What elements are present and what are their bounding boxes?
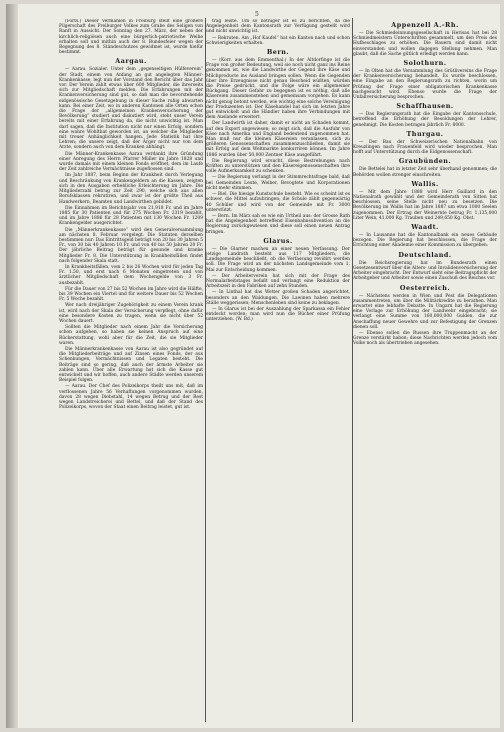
section-heading: Thurgau.	[406, 129, 444, 138]
section-heading: Bern.	[266, 48, 290, 57]
article-paragraph: Die Männer-Krankenkasse Aarau verdankt ihre Gründung einer Anregung des Herrn Pfarrer Müller im Jahre 1828 und wurde damals mit einem kleinen Fonds eröffnet, dem im Laufe der Zeit zahlreiche Vermächtnisse zugeflossen sind.	[59, 151, 203, 173]
page-number: 5	[255, 11, 259, 18]
section-heading: Graubünden.	[398, 157, 452, 166]
newspaper-page	[6, 4, 500, 728]
article-paragraph: — Ebenso sollen die Russen ihre Truppenmacht an der Grenze verstärkt haben; diese Nachrichten werden jedoch vom Volke noch als übertrieben angesehen.	[353, 330, 497, 347]
article-paragraph: Die Reichsregierung hat im Bundesrath einen Gesetzesentwurf über die Alters- und Invalidenversicherung der Arbeiter eingebracht. Der Entwurf sieht eine Beitragspflicht der Arbeitgeber und Arbeiter sowie einen Zuschuß des Reiches vor.	[353, 260, 497, 282]
article-paragraph: — Der Arbeiterverein hat sich mit der Frage des Normalarbeitstages befaßt und verlangt eine Reduktion der Arbeitszeit in den Fabriken auf zehn Stunden.	[206, 273, 350, 290]
article-paragraph: — Biel. Die hiesige Kunstschule besteht. Wie es scheint ist es schwer, die Mittel aufzubringen; die Schule zählt gegenwärtig 40 Schüler und wird von der Gemeinde mit Fr. 3000 unterstützt.	[206, 192, 350, 213]
section-heading: Aargau.	[115, 57, 147, 66]
article-paragraph: — Aarau. Sozialer. Unter dem „gegenseitigen Hülfeverein“ der Stadt, einem von Anfang an gut angelegten Männer-Krankenkasse, legt nun der Vorstand den Bericht über das Jahr vor. Der Verein zählt etwas über 600 Mitglieder, die ihrerseits sich zur Mitgliedschaft melden. Die Erfahrungen mit der Krankenversicherung sind gut, so daß man die bevorstehende eidgenössische Gesetzgebung in dieser Sache ruhig abwarten kann. Bei einer Zeit, wo in anderen Kantonen alle Orten schon die Frage der „allgemeinen Krankenversicherung der Bevölkerung“ studiert und diskutiert wird, steht unser Verein bereits mit einer Erfahrung da, die nicht unwichtig ist. Man darf sagen, daß die Institution nicht nur einen Erfolg, sondern eine wahre Wohlthat geworden ist, an welcher die Mitglieder mit treuer Anhänglichkeit hangen. Jede Statistik hat ihre Lehren; die unsere zeigt, daß der Ärger nicht nur von dem Arzte, sondern auch von dem Kranken abhängt.	[59, 67, 203, 151]
article-paragraph: Die Einnahmen im Berichtsjahr von 21,918 Fr. und im Jahre 1885 für 30 Patienten und für 275 Wochen Fr. 2319 bezahlt, und im Jahre 1886 für 28 Patienten mit 130 Wochen Fr. 1209 Krankengelder ausgerichtet.	[59, 205, 203, 227]
article-paragraph: Die „Männerkrankenkasse“ wird den Generalversammlung am nächsten 8. Februar vorgelegt. Die Statuten derselben bestimmen nur: Das Eintrittsgeld beträgt von 20 bis 30 Jahren 5 Fr., von 30 bis 40 Jahren 10 Fr. und von 40 bis 50 Jahren 20 Fr. Der jährliche Beitrag beträgt für gesunde und kranke Mitglieder Fr. 8. Die Unterstützung in Krankheitsfällen findet nach folgender Skala statt.	[59, 227, 203, 264]
article-paragraph: — Aarau. Der Chef des Polizeikorps theilt uns mit, daß im verflossenen Jahre 56 Verhaftungen vorgenommen wurden, davon 28 wegen Diebstahl, 14 wegen Betrug und der Rest wegen Landstreicherei und Bettel, und daß der Stand des Polizeikorps, wovon der Staat einen Beitrag leistet, gut ist.	[59, 384, 203, 411]
article-paragraph: — Der Bau der Schweizerischen Nationalbahn von Kreuzlingen nach Frauenfeld wird wieder besprochen. Man hofft auf Unterstützung durch die Eidgenossenschaft.	[353, 139, 497, 156]
article-paragraph: Der Landwirth ist daher, damit er nicht an Schaden kommt, auf den Export angewiesen; so zeigt sich, daß die Ausfuhr von Käse nach Amerika und England bedeutend zugenommen hat. Man muß nur die kleinen Käsereien veranlassen, sich zu größeren Genossenschaften zusammenzuschließen, damit sie mit Erfolg auf dem Weltmarkte konkurriren können. Im Jahre 1886 wurden über 50,000 Zentner Käse ausgeführt.	[206, 121, 350, 158]
section-heading: Solothurn.	[403, 59, 447, 68]
page-edge	[6, 4, 18, 728]
article-paragraph: (Forts.) Dieser Vermählen in Freiburg stellt eine größere Pilgerschaft des Freiburger Volkes zum Grabe des Seligen von Ranft in Aussicht. Der Sonntag den 27. März, der neben der kirchlich-religiösen auch eine bürgerlich-patriotische Weihe erhalten soll und mithin auch der 8. Bundesfeier wegen der Begegnung des 8. Ständeschutzes gewidmet ist, wurde hiefür bestimmt.	[59, 19, 203, 56]
article-paragraph: — Die Regierung verlangt in der Stimmrechtsfrage bald, daß bei Gemeinden Leute, Weiber, Bevogtete und Korporationen nicht mehr stimmen.	[206, 175, 350, 191]
article-paragraph: — In Linthal hat das Wetter großen Schaden angerichtet, besonders an den Waldungen. Die Lawinen haben mehrere Ställe weggerissen; Menschenleben sind keine zu beklagen.	[206, 290, 350, 306]
article-paragraph: trag leiste. Um so nöthiger ist es zu berichten, da die Angelegenheit dem Kantonsrath zur Verfügung gestellt wird und nicht unwichtig ist.	[206, 19, 350, 35]
section-heading: Glarus.	[263, 236, 293, 245]
article-paragraph: — In Lausanne hat die Kantonalbank ein neues Gebäude bezogen. Die Regierung hat beschlossen, die Frage der Errichtung einer Akademie einer Kommission zu übergeben.	[353, 233, 497, 249]
article-paragraph: Für die Dauer von 27 bis 52 Wochen im Jahre wird die Hälfte, bis 39 Wochen ein Viertel und für weitere Dauer bis 52 Wochen Fr. 5 Woche bezahlt.	[59, 286, 203, 303]
article-paragraph: Im Jahr 1887, beim Beginn der Krankheit durch Verlegung und Beschränkung von Krankengeldern an die Kassen, zeigten sich in den Ausgaben erhebliche Erleichterung im Jahre. Die Mitgliederzahl betrug zur Zeit 290, welche sich aus allen Berufsklassen rekrutiren, und zwar ist der größte Theil aus Handwerkern, Beamten und Landwirthen gebildet.	[59, 173, 203, 205]
article-paragraph: Sollten die Mitglieder nach einem Jahr die Versicherung schon aufgeben, so haben sie keinen Anspruch auf eine Rückerstattung, wohl aber für die Zeit, die sie Mitglieder waren.	[59, 325, 203, 346]
article-paragraph: — Das Regierungsrath hat die Eingabe der Kantonsschule, betreffend die Erhöhung der Besoldungen der Lehrer, genehmigt. Die Kosten betragen jährlich Fr. 8000.	[353, 112, 497, 128]
article-paragraph: — Mit dem Jahre 1888 wird Herr Gaillard in den Nationalrath gewählt und der Gemeinderath von Sitten hat beschlossen, seine Stelle nicht neu zu besetzen. Die Bevölkerung im Wallis hat im Jahre 1887 um etwa 1000 Seelen zugenommen. Der Ertrag der Weinernte betrug Fr. 1,135,000 Liter Wein, 41,000 Kg. Trauben und 249,650 Kg. Obst.	[353, 189, 497, 221]
column-3	[353, 19, 497, 721]
article-paragraph: In Krankheitsfällen, vom 2 bis 26 Wochen wird für jeden Tag Fr. 1.50, und erst nach 6 Monaten eingetreten und von ärztlicher Mitgliedschaft dem Wochengelde von 3 Fr. ausbezahlt.	[59, 264, 203, 286]
article-paragraph: — Die Glarner machen an einer neuen Verfassung. Der jetzige Landrath besteht aus 117 Mitgliedern, die Landsgemeinde beschließt, ob die Verfassung revidirt werden soll. Die Frage wird an der nächsten Landsgemeinde vom 1. Mai zur Entscheidung kommen.	[206, 246, 350, 273]
article-paragraph: — Nächstens werden in Wien und Pest die Delegationen zusammentreten, um über die Militärkredite zu berathen. Man erwartet eine lebhafte Debatte. In Ungarn hat die Regierung eine Vorlage zur Erhöhung der Landwehr eingebracht; sie verlangt eine Summe von 160,000,000 Gulden, die zur Anschaffung neuer Gewehre und zur Befestigung der Grenzen dienen soll.	[353, 293, 497, 330]
column-1	[59, 19, 203, 721]
section-heading: Waadt.	[411, 223, 439, 232]
article-paragraph: — Rekruten. Am „Hof Kaufel“ hat ein Kanton nach und schon Schwierigkeiten erhalten.	[206, 35, 350, 46]
section-heading: Deutschland.	[398, 250, 452, 259]
section-heading: Appenzell A.-Rh.	[391, 21, 459, 29]
article-paragraph: Die Regierung wird ersucht, diese Bestrebungen nach Kräften zu unterstützen und den Käsereigenossenschaften ihre volle Aufmerksamkeit zu schenken.	[206, 158, 350, 175]
article-paragraph: — (Korr. aus dem Emmenthal.) In der Altdorfinge ist die Frage von großer Bedeutung, weil sie noch nicht ganz ins Reine gekommen ist, wie die Landwirthe der Gegend ihre Käse und Milchproducte ins Ausland bringen sollen. Wenn die Gegenden über ihre Erzeugnisse nicht genau Bescheid wüßten, würden die Preise gedrückt, und die Folge wäre ein allgemeiner Rückgang. Dieser Gefahr zu begegnen ist es nöthig, daß alle Käsereien zusammenstehen und gemeinsam vorgehen. Es kann nicht genug betont werden, wie wichtig eine solche Vereinigung der Produzenten ist. Der Käsehandel hat sich im letzten Jahre gut entwickelt und die Händler haben ihre Verbindungen mit dem Auslande erweitert.	[206, 58, 350, 121]
article-paragraph: Die Männerkrankenkasse von Aarau ist also gegründet auf die Mitgliederbeiträge und auf Zinsen eines Fonds, der aus Schenkungen, Vermächtnissen und Legaten besteht. Die Beiträge sind so gering, daß auch der ärmste Arbeiter sie zahlen kann. Über alle Erwartung hat sich die Kasse gut entwickelt und wir hoffen, auch andere Städte werden unserem Beispiel folgen.	[59, 346, 203, 384]
section-heading: Wallis.	[411, 179, 439, 188]
section-heading: Oesterreich.	[399, 283, 451, 292]
article-paragraph: Die Bettelei hat in letzter Zeit sehr überhand genommen; die Behörden wollen strenger einschreiten.	[353, 167, 497, 178]
article-paragraph: — In Olten hat die Versammlung des Grütlivereins die Frage der Krankenversicherung behandelt. Es wurde beschlossen, eine Eingabe an den Regierungsrath zu richten, worin um Prüfung der Frage einer obligatorischen Krankenkasse nachgesucht wird. Ebenso wurde die Frage der Unfallversicherung besprochen.	[353, 69, 497, 101]
article-paragraph: — Die Schmiedeinnungsgesellschaft in Herisau hat bei 28 Schmiedmeistern Unterschriften gesammelt, um den Preis des Hufbeschlages zu erhöhen. Die Bauern sind damit nicht einverstanden und wollen dagegen Stellung nehmen. Man glaubt, daß die Sache gütlich erledigt werden kann.	[353, 31, 497, 57]
article-paragraph: Wer nach dreijähriger Zugehörigkeit zu einem Verein krank ist, wird nach der Skala der Versicherung verpflegt, ohne dafür eine besondere Kosten zu tragen, wenn sie nicht über 52 Wochen dauert.	[59, 303, 203, 324]
section-heading: Schaffhausen.	[396, 102, 454, 111]
article-paragraph: — Bern. Im März sah es wie ein Urtheil aus: der Grosse Rath hat die Angelegenheit betreffend Eisenbahnsubvention an die Regierung zurückgewiesen und diese soll einen neuen Antrag bringen.	[206, 213, 350, 235]
article-paragraph: — In Glarus ist bei der Auszahlung der Sparkassa ein Fehler entdeckt worden; man wird nun die Bücher einer Prüfung unterziehen. (W. Bd.)	[206, 306, 350, 323]
column-2	[206, 19, 350, 721]
